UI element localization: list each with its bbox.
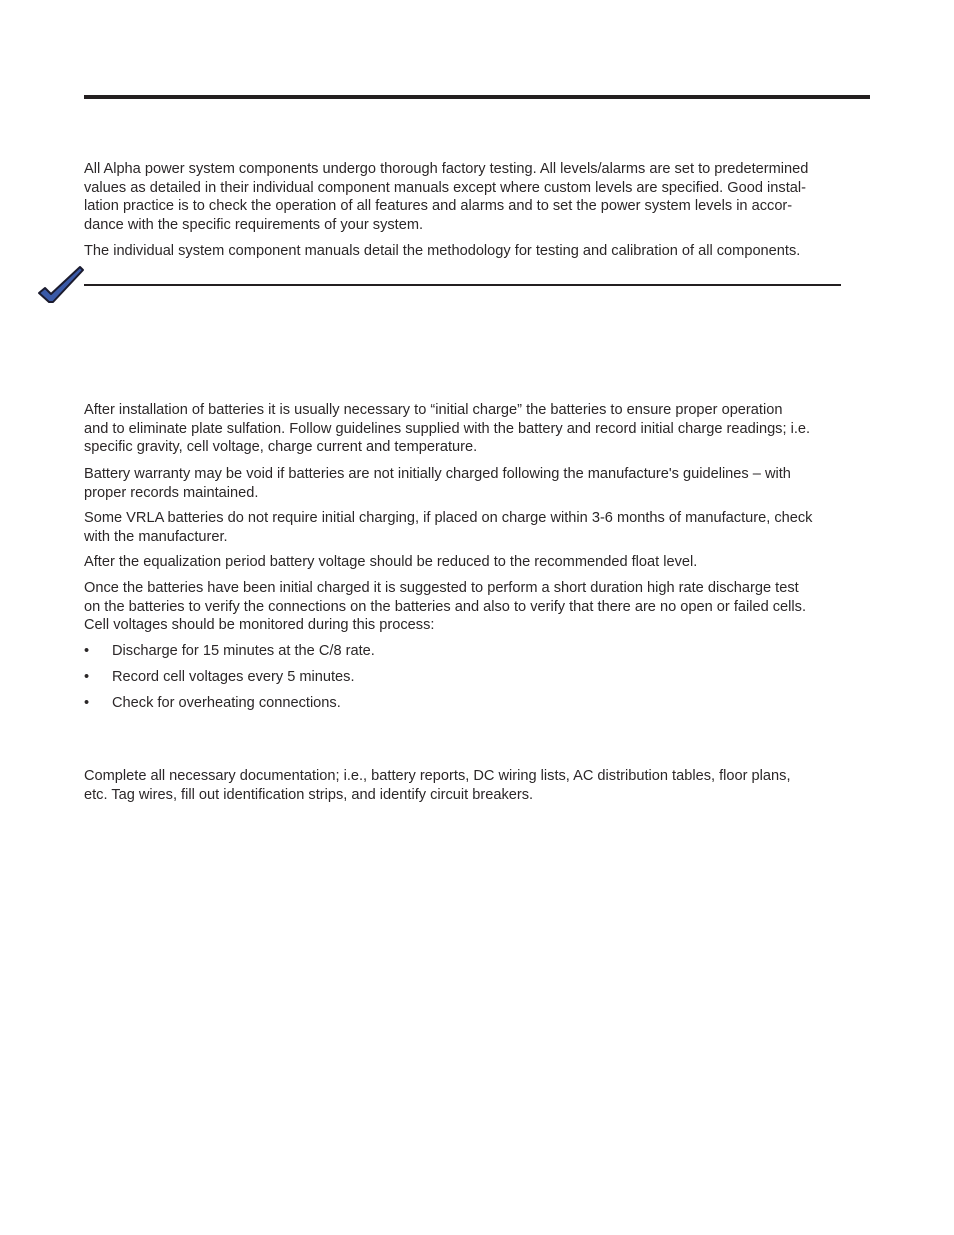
bullet-glyph: • (84, 669, 90, 685)
text-line: Some VRLA batteries do not require initial charging, if placed on charge within 3-6 months of manufacture, check (84, 510, 813, 526)
text-line: with the manufacturer. (84, 528, 228, 545)
equalization-paragraph: After the equalization period battery voltage should be reduced to the recommended float level. (84, 554, 698, 570)
text-line: All Alpha power system components undergo thorough factory testing. All levels/alarms are set to predetermined (84, 161, 809, 177)
warranty-paragraph (84, 465, 791, 502)
text-line: on the batteries to verify the connections on the batteries and also to verify that there are no open or failed cells. (84, 598, 807, 615)
discharge-test-paragraph (84, 579, 806, 635)
bullet-glyph: • (84, 695, 90, 711)
discharge-steps-list (84, 642, 375, 720)
bullet-glyph: • (84, 643, 90, 659)
list-item-text: Check for overheating connections. (112, 695, 341, 711)
text-line: specific gravity, cell voltage, charge current and temperature. (84, 439, 478, 456)
text-line: lation practice is to check the operation of all features and alarms and to set the power system levels in accor- (84, 198, 793, 215)
text-line: dance with the specific requirements of your system. (84, 216, 424, 233)
text-line: Once the batteries have been initial charged it is suggested to perform a short duration high rate discharge test (84, 580, 799, 596)
text-line: After installation of batteries it is usually necessary to “initial charge” the batteries to ensure proper operation (84, 402, 783, 418)
list-item (84, 642, 375, 668)
text-line: proper records maintained. (84, 484, 259, 501)
initial-charge-paragraph (84, 401, 810, 457)
documentation-paragraph (84, 767, 791, 804)
manuals-paragraph: The individual system component manuals detail the methodology for testing and calibration of all components. (84, 243, 801, 259)
text-line: Complete all necessary documentation; i.e., battery reports, DC wiring lists, AC distribution tables, floor plans, (84, 768, 791, 784)
text-line: Battery warranty may be void if batteries are not initially charged following the manufacture's guidelines – with (84, 466, 791, 482)
testing-intro-paragraph (84, 160, 808, 234)
note-rule (84, 284, 841, 286)
list-item (84, 668, 375, 694)
list-item (84, 694, 375, 720)
text-line: Cell voltages should be monitored during this process: (84, 617, 435, 634)
text-line: values as detailed in their individual component manuals except where custom levels are specified. Good instal- (84, 179, 806, 196)
text-line: etc. Tag wires, fill out identification strips, and identify circuit breakers. (84, 786, 534, 803)
text-line: and to eliminate plate sulfation. Follow guidelines supplied with the battery and record initial charge readings; i.e. (84, 420, 811, 437)
list-item-text: Record cell voltages every 5 minutes. (112, 669, 355, 685)
checkmark-icon (36, 264, 86, 306)
vrla-paragraph (84, 509, 812, 546)
list-item-text: Discharge for 15 minutes at the C/8 rate. (112, 643, 375, 659)
header-rule (84, 95, 870, 99)
